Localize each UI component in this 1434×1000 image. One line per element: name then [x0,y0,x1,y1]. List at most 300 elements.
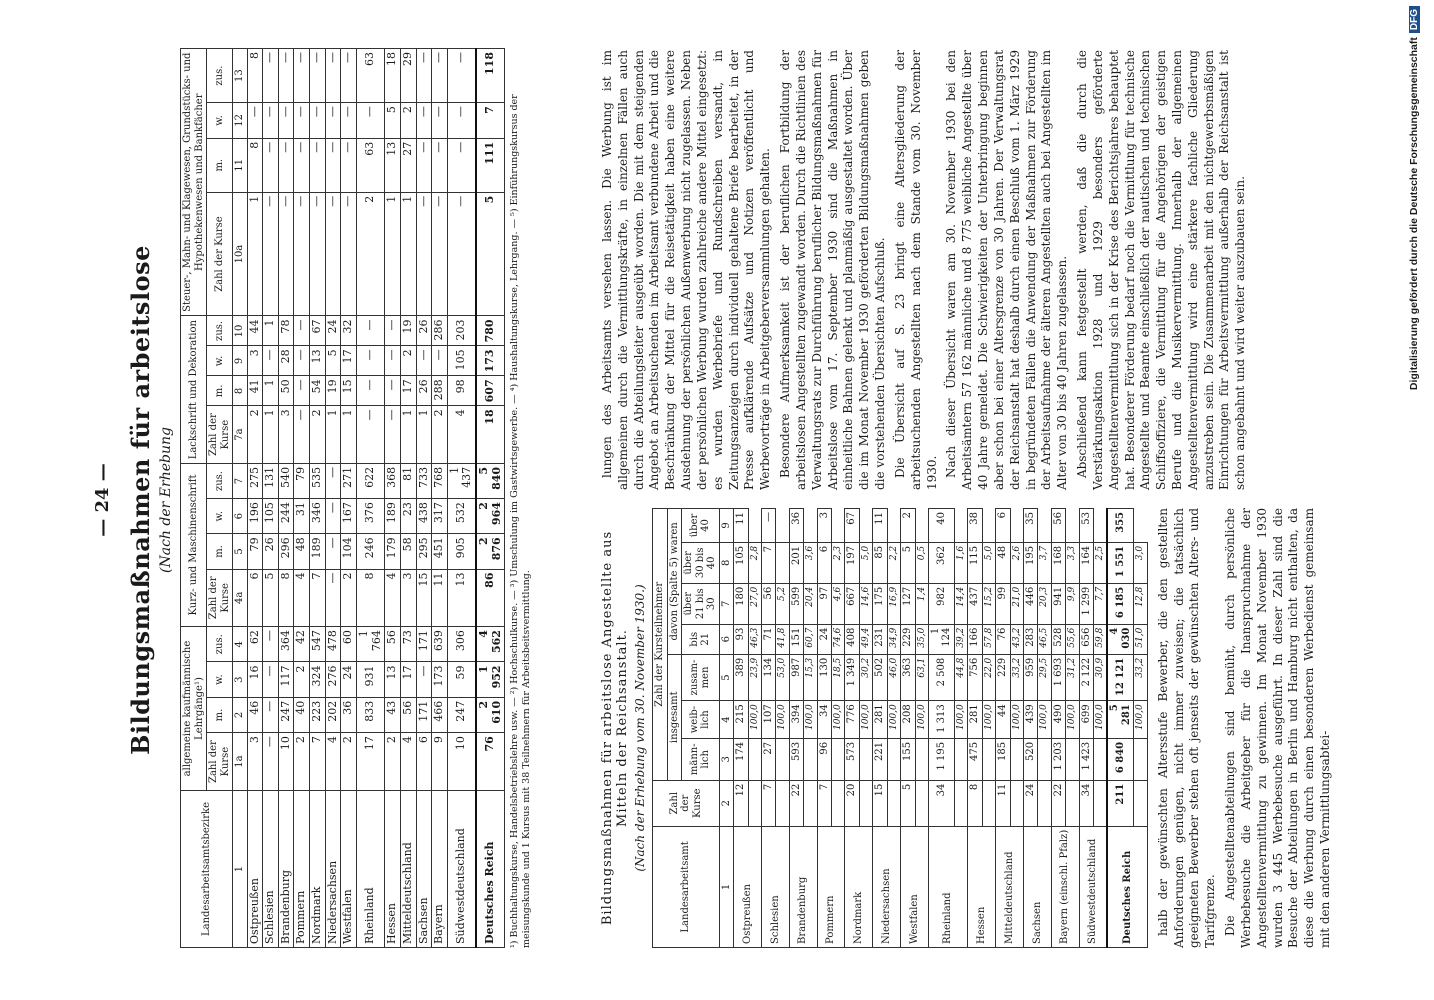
percent-cell [954,780,967,826]
row-label: Schlesien [761,826,789,947]
t1-colnum: 9 [233,346,248,376]
percent-cell: 2,6 [1010,542,1023,583]
table-row [325,49,341,948]
percent-cell: 39,2 [954,624,967,654]
table-cell: 8 [247,49,263,103]
t2-col-a2: über 21 bis 30 [682,583,720,624]
table-cell: 247 [447,697,476,732]
t1-colnum: 6 [233,499,248,534]
table-cell: 7 [817,780,832,826]
percent-cell: 100,0 [982,701,995,739]
table-cell: — [416,662,432,697]
table-cell: 29 [400,49,416,103]
table-cell: 1 693 [1051,654,1066,701]
table-cell: 174 [734,738,749,780]
table-cell: 60 [341,627,357,662]
table-cell: 2 [294,662,310,697]
table-cell: 959 [1023,654,1038,701]
page-subtitle: (Nach der Erhebung [158,427,174,573]
table-cell: 24 [341,662,357,697]
row-label: Sachsen [416,791,432,948]
percent-cell: 0,5 [915,542,928,583]
group-header-1: allgemeine kaufmännische Lehrgänge¹) [181,627,207,791]
table-cell: 982 [928,583,954,624]
table-cell: 211 [1107,780,1134,826]
t1-colnum: 5 [233,534,248,569]
table-cell: 167 [341,499,357,534]
t1-subheader-zus: zus. [207,49,233,103]
table-cell: — [263,733,279,791]
table-cell: 24 [817,624,832,654]
percent-cell: 22,0 [982,654,995,701]
total-cell: 76 [476,733,505,791]
table-cell: 5 [263,569,279,627]
percent-cell [1066,738,1079,780]
table-cell: 229 [901,624,916,654]
table-cell: 11 [996,780,1011,826]
table-cell: 67 [845,509,860,543]
table-cell: — [294,103,310,139]
percent-cell [1134,738,1147,780]
table-cell: — [294,138,310,192]
total-cell: 2 876 [476,534,505,569]
table-row [873,509,888,948]
row-label: Deutsches Reich [1107,826,1147,947]
percent-cell: 53,0 [776,654,789,701]
t2-col-m: männlich [682,738,720,780]
table-cell: 13 [447,569,476,627]
row-label: Niedersachsen [873,826,901,947]
table-cell: 6 [247,569,263,627]
table-cell: 105 [263,499,279,534]
t2-colnum: 6 [719,624,734,654]
percent-cell [776,738,789,780]
t1-subheader-m: m. [207,534,233,569]
percent-cell: 20,3 [1038,583,1051,624]
row-label: Rheinland [356,791,384,948]
table-cell: — [447,192,476,316]
table-row [1023,509,1038,948]
table-cell: 62 [247,627,263,662]
table-cell: 93 [734,624,749,654]
t2-col-a1: bis 21 [682,624,720,654]
table-cell: 8 [968,780,983,826]
table-cell: — [356,103,384,139]
table-cell: 134 [761,654,776,701]
table-cell: 2 [247,406,263,464]
table-cell: 1 [416,406,432,464]
table-cell: 5 [325,346,341,376]
table-cell: — [356,316,384,346]
table-cell: 247 [278,697,294,732]
table-cell: 99 [996,583,1011,624]
table-cell: 131 [263,463,279,498]
t2-col-insg: insgesamt [667,654,682,780]
table-cell: 1 [341,406,357,464]
t1-subheader-m: m. [207,697,233,732]
table-cell: 189 [310,534,326,569]
table-cell: — [263,138,279,192]
t2-colnum: 8 [719,542,734,583]
table-cell: 2 [432,406,448,464]
table-cell: 7 [310,733,326,791]
t1-colnum: 2 [233,697,248,732]
row-label: Brandenburg [278,791,294,948]
table1-container [180,48,533,948]
table-cell: 3 [247,346,263,376]
table-row [341,49,357,948]
table-cell: 105 [447,346,476,376]
table-cell: 97 [817,583,832,624]
table-cell: 85 [873,542,888,583]
percent-cell [887,780,900,826]
percent-cell [776,780,789,826]
total-cell: 18 [476,406,505,464]
table-cell: 231 [873,624,888,654]
percent-cell: 100,0 [1038,701,1051,739]
row-label: Mitteldeutschland [400,791,416,948]
table-cell: 288 [432,376,448,406]
table-cell: 1 299 [1079,583,1094,624]
percent-cell: 16,9 [887,583,900,624]
percent-cell [832,738,845,780]
table-cell: — [325,463,341,498]
table-cell: 19 [325,376,341,406]
paragraph: Abschließend kann festgestellt werden, daß die durch die Verstärkungsaktion 1928 und 1929 besonders geförderte Angestelltenvermittlung sich in der Krise des Berichtsjahres behauptet hat. Besonderer Förderung bedarf noch die Vermittlung für technische Angestellte und Beamte einschließlich der nautischen und technischen Schiffsoffiziere, die Vermittlung für die Angehörigen der geistigen Berufe und die Musikervermittlung. Innerhalb der allgemeinen Angestelltenvermittlung wird eine stärkere fachliche Gliederung anzustreben sein. Die Zusammenarbeit mit den nichtgewerbsmäßigen Einrichtungen für Arbeitsvermittlung außerhalb der Reichsanstalt ist schon angebahnt und wird weiter auszubauen sein. [1075,50,1248,490]
table-cell: 1 349 [845,654,860,701]
angestellte-table [652,508,1148,948]
table-cell: 40 [928,509,954,543]
percent-cell: 100,0 [1010,701,1023,739]
table-cell: 1 437 [447,463,476,498]
table-cell: 2 [341,569,357,627]
table-cell: — [325,192,341,316]
table-cell: 41 [247,376,263,406]
table-cell: — [310,49,326,103]
table-cell: 63 [356,49,384,103]
row-label: Hessen [968,826,996,947]
bildungsmassnahmen-table [180,48,505,948]
percent-cell [915,738,928,780]
table-cell: 502 [873,654,888,701]
paragraph: lungen des Arbeitsamts versehen lassen. Die Werbung ist im allgemeinen durch die Vermittlungskräfte, in einzelnen Fällen auch durch die Abteilungsleiter ausgeübt worden. Die mit dem steigenden Angebot an Arbeitsuchenden im Arbeitsamt verbundene Arbeit und die Beschränkung der Mittel für die Reisetätigkeit haben eine weitere Ausdehnung der persönlichen Außenwerbung nicht zugelassen. Neben der persönlichen Werbung wurden zahlreiche andere Mittel eingesetzt: es wurden Werbebriefe und Rundschreiben versandt, in Zeitungsanzeigen durch individuell gehaltene Briefe bearbeitet, in der Presse aufklärende Aufsätze und Notizen veröffentlicht und Werbevorträge in Arbeitgeberversammlungen gehalten. [600,50,773,490]
table-cell: 104 [341,534,357,569]
table-cell: 1 [263,376,279,406]
row-label: Rheinland [928,826,967,947]
table-cell: 40 [294,697,310,732]
table-cell: 215 [734,701,749,739]
table-cell: 275 [247,463,263,498]
table-cell: 905 [447,534,476,569]
page-title: Bildungsmaßnahmen für arbeitslose [126,245,155,755]
table-cell: 2 [294,733,310,791]
table-row [817,509,832,948]
table-cell: 6 840 [1107,738,1134,780]
table-cell: 175 [873,583,888,624]
table-cell: 376 [356,499,384,534]
percent-cell [748,780,761,826]
percent-cell: 59,8 [1094,624,1108,654]
percent-cell: 63,1 [915,654,928,701]
percent-cell: 46,5 [1038,624,1051,654]
table-cell: 1 195 [928,738,954,780]
table-cell: 656 [1079,624,1094,654]
table-cell: 67 [310,316,326,346]
table-cell: 768 [432,463,448,498]
table-cell: 1 313 [928,701,954,739]
table-cell: — [385,406,401,464]
paragraph: Die Angestelltenabteilungen sind bemüht, durch persönliche Werbebesuche die Arbeitgeber für die Inanspruchnahme der Angestelltenvermittlung zu gewinnen. Im Monat November 1930 wurden 3 445 Werbebesuche ausgeführt. In dieser Zahl sind die Besuche der Abteilungen in Berlin und Hamburg nicht enthalten, da diese die Werbung durch einen besonderen Werbedienst gemeinsam mit den anderen Vermittlungsabtei- [1223,508,1333,948]
table-cell: 281 [873,701,888,739]
table-cell: 6 185 [1107,583,1134,624]
table-cell: 115 [968,542,983,583]
percent-cell: 5,0 [859,542,872,583]
percent-cell: 41,8 [776,624,789,654]
table-cell: — [341,192,357,316]
table-cell: 7 [761,542,776,583]
percent-cell [1094,780,1108,826]
table-cell: 324 [310,662,326,697]
digitization-sidebar [1408,6,1430,994]
table-cell: 15 [873,780,888,826]
table-cell: — [385,346,401,376]
percent-cell: 29,5 [1038,654,1051,701]
table-cell: 59 [447,662,476,697]
table-cell: 1 764 [356,627,384,662]
table-cell: 2 [385,733,401,791]
t2-colnum: 3 [719,738,734,780]
table-cell: 19 [400,316,416,346]
table-cell: 203 [447,316,476,346]
table-cell: 271 [341,463,357,498]
table-cell: 24 [325,316,341,346]
table-cell: 2 [400,103,416,139]
table-cell: 9 [432,733,448,791]
table-cell: 22 [1051,780,1066,826]
table-cell: 36 [789,509,804,543]
table-cell: 12 121 [1107,654,1134,701]
percent-cell [887,738,900,780]
table-cell: 26 [416,376,432,406]
table-cell: — [416,103,432,139]
table-cell: 18 [385,49,401,103]
percent-cell: 43,2 [1010,624,1023,654]
table-cell: 35 [1023,509,1038,543]
table-cell: 4 [447,406,476,464]
table-cell: 368 [385,463,401,498]
table-cell: 1 [400,192,416,316]
table-cell: 11 [734,509,749,543]
t1-colnum: 4a [233,569,248,627]
table-cell: — [278,49,294,103]
table-cell: 2 [901,509,916,543]
group-header-2: Kurz- und Maschinenschrift [181,463,207,626]
table-cell: 38 [968,509,983,543]
percent-cell: 55,6 [1066,624,1079,654]
percent-cell [1038,738,1051,780]
table-cell: 1 551 [1107,542,1134,583]
table-cell: 833 [356,697,384,732]
table-cell: — [310,103,326,139]
table-cell: — [432,49,448,103]
table-row [432,49,448,948]
percent-cell: 100,0 [859,701,872,739]
table-cell: 1 [263,406,279,464]
table-cell: 7 [761,780,776,826]
page-number: — 24 — [92,463,113,537]
table-cell: 42 [294,627,310,662]
percent-cell [859,780,872,826]
table-cell: 201 [789,542,804,583]
table-cell: 127 [901,583,916,624]
table-cell: 6 [996,509,1011,543]
table-cell: 202 [325,697,341,732]
t2-col-a4: über 40 [682,509,720,543]
table-cell: 699 [1079,701,1094,739]
table-cell: 776 [845,701,860,739]
table-cell: — [325,103,341,139]
table-cell: — [294,346,310,376]
table-cell: 20 [845,780,860,826]
percent-cell: 1,4 [915,583,928,624]
row-label: Sachsen [1023,826,1051,947]
row-label: Bayern (einschl. Pfalz) [1051,826,1079,947]
percent-cell [1094,738,1108,780]
percent-cell: 100,0 [804,701,817,739]
table-cell: — [432,138,448,192]
table-cell: 3 [817,509,832,543]
table-cell: — [310,138,326,192]
percent-cell: 100,0 [887,701,900,739]
percent-cell [982,780,995,826]
table-cell: 2 [341,733,357,791]
table-row [996,509,1011,948]
table-cell: 208 [901,701,916,739]
paragraph: Nach dieser Übersicht waren am 30. November 1930 bei den Arbeitsämtern 57 162 männliche und 8 775 weibliche Angestellte über 40 Jahre gemeldet. Die Schwierigkeiten der Unterbringung beginnen aber schon bei einer Altersgrenze von 30 Jahren. Der Verwaltungsrat der Reichsanstalt hat deshalb durch einen Beschluß vom 1. März 1929 in begründeten Fällen die Anwendung der Maßnahmen zur Förderung der Arbeitsaufnahme der älteren Angestellten auch bei Angestellten im Alter von 30 bis 40 Jahren zugelassen. [944,50,1070,490]
table-cell: — [263,346,279,376]
percent-cell: 100,0 [1094,701,1108,739]
t1-subheader-zus: zus. [207,316,233,346]
percent-cell: 60,7 [804,624,817,654]
table-cell: — [263,697,279,732]
group-header-3: Lackschrift und Dekoration [181,316,207,463]
table-cell: 283 [1023,624,1038,654]
t1-colnum: 4 [233,627,248,662]
table-cell: 13 [385,138,401,192]
percent-cell: 31,2 [1066,654,1079,701]
percent-cell: 100,0 [915,701,928,739]
percent-cell: 2,2 [887,542,900,583]
table-cell: 180 [734,583,749,624]
total-cell: 5 [476,192,505,316]
table-row [734,509,749,948]
table-cell: 439 [1023,701,1038,739]
table-cell: 155 [901,738,916,780]
table-cell: 4 [325,733,341,791]
table-cell: — [761,509,776,543]
table-cell: 394 [789,701,804,739]
table-cell: 189 [385,499,401,534]
t1-subheader-kurse: Zahl der Kurse [207,733,233,791]
t2-col-a3: über 30 bis 40 [682,542,720,583]
table-row [928,509,954,948]
row-label: Niedersachsen [325,791,341,948]
table-cell: 56 [400,697,416,732]
table-cell: 17 [400,662,416,697]
percent-cell: 15,3 [804,654,817,701]
table-cell: 295 [416,534,432,569]
percent-cell [1066,780,1079,826]
percent-cell [859,738,872,780]
percent-cell: 14,6 [859,583,872,624]
table-cell: 667 [845,583,860,624]
table-cell: 5 281 [1107,701,1134,739]
table-row [1079,509,1094,948]
table-cell: 756 [968,654,983,701]
t1-colnum: 1a [233,733,248,791]
table-cell: 639 [432,627,448,662]
table-cell: 362 [928,542,954,583]
table-cell: 24 [1023,780,1038,826]
table-cell: — [385,376,401,406]
table-cell: 197 [845,542,860,583]
table-cell: 107 [761,701,776,739]
table-cell: 34 [817,701,832,739]
row-label: Südwestdeutschland [1079,826,1107,947]
table-cell: 15 [416,569,432,627]
table-cell: — [356,346,384,376]
table-cell: — [447,103,476,139]
table-cell: 130 [817,654,832,701]
table-cell: — [432,192,448,316]
table-cell: 276 [325,662,341,697]
total-cell: 111 [476,138,505,192]
percent-cell: 49,4 [859,624,872,654]
table-cell: 73 [400,627,416,662]
table-cell: 22 [789,780,804,826]
table-cell: 1 [247,192,263,316]
percent-cell: 3,0 [1134,542,1147,583]
table-cell: 54 [310,376,326,406]
table-cell: 244 [278,499,294,534]
table-cell: — [325,499,341,534]
table-cell: 11 [873,509,888,543]
table-row [1051,509,1066,948]
table-cell: 987 [789,654,804,701]
percent-cell: 7,7 [1094,583,1108,624]
table-cell: 355 [1107,509,1134,543]
table-cell: 13 [385,662,401,697]
table-cell: 466 [432,697,448,732]
table-cell: — [356,376,384,406]
total-row [476,49,505,948]
table-cell: 451 [432,534,448,569]
table-cell: 34 [928,780,954,826]
table-cell: 1 203 [1051,738,1066,780]
table-cell: 27 [400,138,416,192]
table-cell: — [310,192,326,316]
table-cell: 599 [789,583,804,624]
table-cell: — [247,103,263,139]
table-cell: 3 [278,406,294,464]
table-cell: 296 [278,534,294,569]
percent-cell: 15,2 [982,583,995,624]
table-cell: 26 [263,534,279,569]
table-cell: 79 [294,463,310,498]
t1-subheader-w: w. [207,499,233,534]
percent-cell [954,738,967,780]
percent-cell: 2,8 [748,542,761,583]
